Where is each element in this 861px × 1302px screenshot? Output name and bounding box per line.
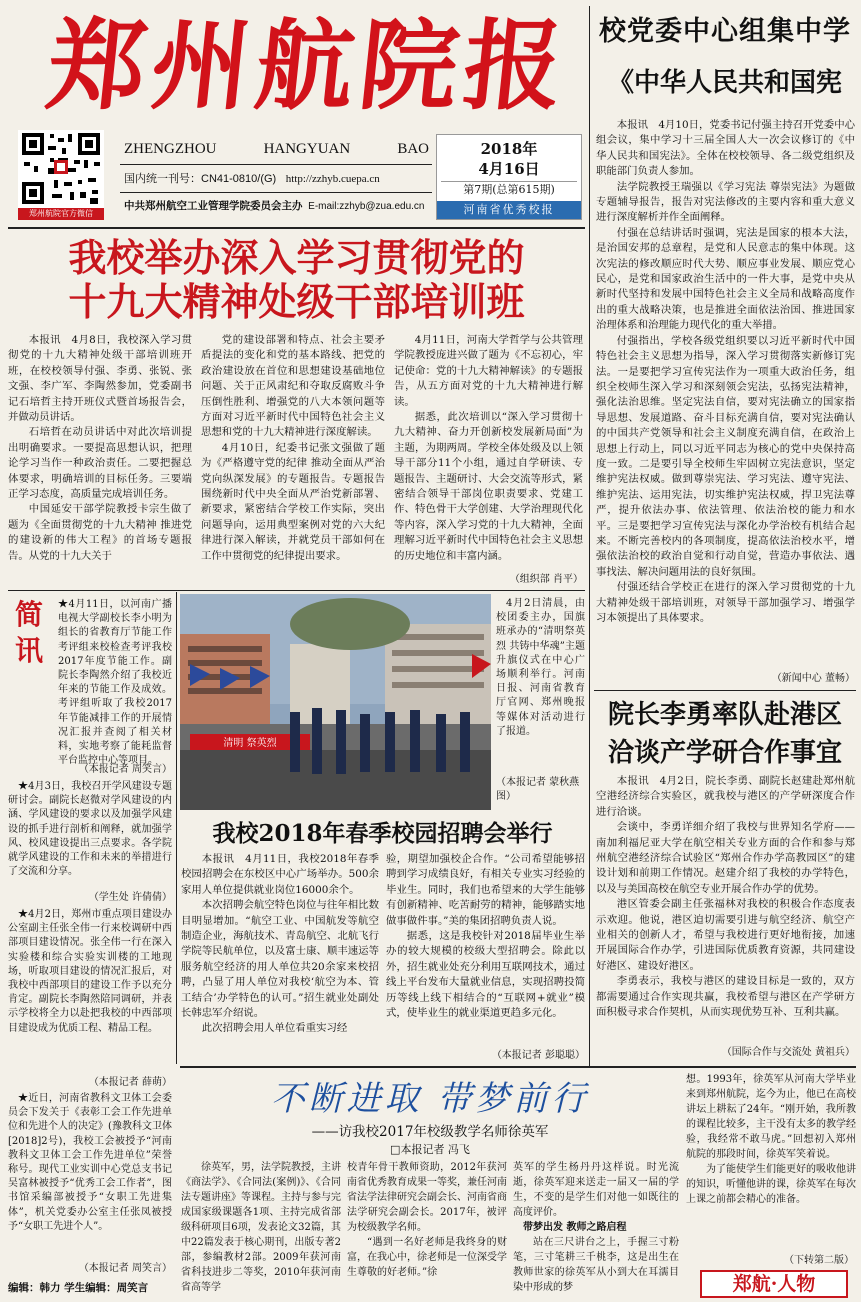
photo-caption xyxy=(496,597,585,793)
feature-paragraph: 为了能使学生们能更好的吸收他讲的知识，听懂他讲的课，徐英军在每次上课之前都会精心的准备。 xyxy=(686,1164,856,1205)
lead-headline-line2: 十九大精神处级干部培训班 xyxy=(68,280,525,324)
brief-item-3 xyxy=(8,908,172,1078)
lead-column-3 xyxy=(394,333,583,573)
photo-banner-text: 清明 祭英烈 xyxy=(223,738,277,749)
feature-column-2 xyxy=(347,1160,507,1298)
brief-label-char-1: 简 xyxy=(14,598,43,631)
right-story-byline: （新闻中心 董畅） xyxy=(771,673,855,684)
lead-paragraph: 据悉，此次培训以“深入学习贯彻十九大精神、奋力开创新校发展新局面”为主题，为期两周。学校全体处级及以上领导干部分11个小组，通过自学研读、专题报告、主题研讨、大会交流等形式，紧密结合领导干部岗位职责要求、党建工作、特色骨干大学创建、大学治理现代化等内容，深入学习党的十九大精神，全面理解习近平新时代中国特色社会主义思想的历史地位和丰富内涵。 xyxy=(394,411,583,562)
hk-paragraph: 本报讯 4月2日，院长李勇、副院长赵建赴郑州航空港经济综合实验区，就我校与港区的产学研深度合作进行洽谈。 xyxy=(596,775,855,818)
right-story-paragraph: 付强还结合学校正在进行的深入学习贯彻党的十九大精神处级干部培训班，对领导干部加强学习、增强学习本领提出了具体要求。 xyxy=(596,581,855,624)
recruit-byline: （本报记者 彭聪聪） xyxy=(491,1050,585,1061)
editor-credit: 编辑：韩力 学生编辑：周笑言 xyxy=(8,1282,149,1294)
feature-byline: □本报记者 冯飞 xyxy=(390,1143,470,1156)
brief-text: ★4月11日，以河南广播电视大学副校长李小明为组长的省教育厅节能工作考评组来校检查考评我校2017年度节能工作。副院长李陶然介绍了我校近年来的节能工作及成效。考评组听取了我校2017年节能减排工作的开展情况汇报并查阅了相关材料，实地考察了能耗监督平台监控中心等项目。 xyxy=(58,599,172,767)
recruit-paragraph: 本报讯 4月11日，我校2018年春季校园招聘会在东校区中心广场举办。500余家用人单位提供就业岗位16000余个。 xyxy=(181,853,379,896)
masthead-pinyin xyxy=(124,139,429,159)
recruit-column-1 xyxy=(181,852,379,1064)
right-story-paragraph: 法学院教授王瑞强以《学习宪法 尊崇宪法》为题做专题辅导报告，报告对宪法修改的主要内容和重大意义进行深度解析并作全面阐释。 xyxy=(596,180,855,224)
right-story-headline-2: 《中华人民共和国宪 xyxy=(607,68,842,98)
recruit-paragraph: 本次招聘会航空特色岗位与往年相比数目明显增加。“航空工业、中国航发等航空制造企业，海航技术、青岛航空、北航飞行学院等民航单位，以及富士康、顺丰速运等服务航空经济的用人单位共20余家来校招聘，凸显了用人单位对我校‘航空为本、管工结合’办学特色的认可。”招生就业处副处长韩忠军介绍说。 xyxy=(181,899,379,1020)
date-day: 4月16日 xyxy=(478,160,540,178)
feature-continued: （下转第二版） xyxy=(784,1255,854,1266)
recruit-paragraph: 此次招聘会用人单位看重实习经 xyxy=(201,1022,348,1035)
hk-headline-1: 院长李勇率队赴港区 xyxy=(607,700,842,730)
feature-subtitle: ——访我校2017年校级教学名师徐英军 xyxy=(311,1124,549,1140)
hk-body xyxy=(596,774,855,1042)
recruit-headline: 我校2018年春季校园招聘会举行 xyxy=(212,820,553,847)
lead-bottom-rule xyxy=(8,590,585,591)
feature-column-4 xyxy=(686,1072,856,1252)
feature-paragraph: 校青年骨干教师资助，2012年获河南省优秀教育成果一等奖，兼任河南省法学法律研究会副会长、河南省商法学研究会副会长。2017年，被评为校级教学名师。 xyxy=(347,1162,507,1233)
brief-item-2 xyxy=(8,780,172,900)
recruit-paragraph: 据悉，这是我校针对2018届毕业生举办的较大规模的校级大型招聘会。除此以外，招生就业处充分利用互联网技术，通过线上平台发布大量就业信息，实现招聘投简历等线上线下相结合的“互联网+就业”模式，使毕业生的就业渠道更趋多元化。 xyxy=(386,930,585,1020)
qr-code-image xyxy=(18,130,104,208)
brief-byline: （本报记者 薛萌） xyxy=(88,1077,172,1088)
brief-byline: （本报记者 周笑言） xyxy=(78,1263,172,1274)
issue-number: 第7期(总第615期) xyxy=(441,181,577,198)
hk-paragraph: 港区管委会副主任张福林对我校的积极合作态度表示欢迎。他说，港区迫切需要引进与航空经济、航空产业相关的创新人才，希望与我校进行更好地衔接，加速开展国际合作办学，引进国际优质教育资源，共同建设好港区、建设好港区。 xyxy=(596,898,855,972)
feature-paragraph: 英军的学生杨丹丹这样说。时光流逝，徐英军迎来送走一届又一届的学生，不变的是学生们对他一如既往的高度评价。 xyxy=(513,1162,679,1218)
feature-headline: 不断进取 带梦前行 xyxy=(270,1079,590,1119)
recruit-column-2 xyxy=(386,852,585,1048)
ceremony-photo xyxy=(180,594,491,810)
brief-text: ★4月3日，我校召开学风建设专题研讨会。副院长赵微对学风建设的内涵、学风建设的要求以及加强学风建设的抓手进行剖析和阐释，就加强学风、校风建设提出三点要求。各学院就学风建设的工作和未来的举措进行了交流和分享。 xyxy=(8,781,172,878)
cn-label: 国内统一刊号： xyxy=(124,172,201,185)
brief-byline: （本报记者 周笑言） xyxy=(78,764,172,775)
feature-paragraph: “遇到一名好老师是我终身的财富，在我心中，徐老师是一位深受学生尊敬的好老师。”徐 xyxy=(347,1237,507,1278)
right-story-body xyxy=(596,118,855,670)
section-tag: 郑航·人物 xyxy=(700,1270,848,1298)
masthead-divider xyxy=(120,164,432,165)
pinyin-word-2: HANGYUAN xyxy=(263,141,351,157)
brief-item-4 xyxy=(8,1092,172,1264)
pinyin-word-1: ZHENGZHOU xyxy=(124,141,217,157)
cn-value: CN41-0810/(G) xyxy=(201,173,277,185)
feature-subheading: 带梦出发 教师之路启程 xyxy=(523,1222,627,1233)
masthead xyxy=(8,6,585,224)
lead-column-1 xyxy=(8,333,192,587)
feature-paragraph: 站在三尺讲台之上，手握三寸粉笔，三寸笔耕三千桃李，这是出生在教师世家的徐英军从小到大在耳濡目染中形成的梦 xyxy=(513,1237,679,1293)
masthead-cn-line xyxy=(124,170,434,188)
lead-paragraph: 石培哲在动员讲话中对此次培训提出明确要求。一要提高思想认识，把理论学习当作一种政治责任。二要把握总体要求，明确培训的目标任务。三要端正学习态度，高质量完成培训任务。 xyxy=(8,426,192,501)
brief-label-char-2: 讯 xyxy=(14,634,43,667)
right-story-headline-1: 校党委中心组集中学 xyxy=(599,16,851,47)
lead-paragraph: 党的建设部署和特点、社会主要矛盾提法的变化和党的基本路线、把党的政治建设放在首位和思想建设基础地位问题、关于正风肃纪和夺取反腐败斗争压倒性胜利、增强党的八大本领问题等方面对习近平新时代中国特色社会主义思想和党的十九大精神进行深度解读。 xyxy=(201,334,385,439)
brief-byline: （学生处 许倩倩） xyxy=(88,892,172,903)
lead-paragraph: 4月11日，河南大学哲学与公共管理学院教授庞进兴做了题为《不忘初心，牢记使命：党的十九大精神解读》的专题报告，从五方面对党的十九大精神进行解读。 xyxy=(394,334,583,408)
right-story-bottom-rule xyxy=(594,690,856,691)
photo-byline: （本报记者 蒙秋燕 图） xyxy=(496,777,580,803)
photo-caption-text: 4月2日清晨，由校团委主办，国旗班承办的“清明祭英烈 共铸中华魂”主题升旗仪式在中心广场顺利举行。河南日报、河南省教育厅官网、郑州晚报等媒体对活动进行了报道。 xyxy=(496,598,585,737)
brief-text: ★近日，河南省教科文卫体工会委员会下发关于《表彰工会工作先进单位和先进个人的决定》(豫教科文卫体[2018]2号)，我校工会被授予“河南教科文卫体工会工作先进单位”荣誉称号。现代工业实训中心党总支书记吴富林被授予“优秀工会工作者”，图书馆采编部被授予“女职工先进集体”，机关党委办公室主任张凤被授予“女职工先进个人”。 xyxy=(8,1093,172,1232)
right-story-paragraph: 付强在总结讲话时强调，宪法是国家的根本大法，是治国安邦的总章程，是党和人民意志的集中体现。这次宪法的修改顺应时代大势、顺应事业发展、顺应党心民心，是党和国家政治生活中的一件大事，是党中央从新时代坚持和发展中国特色社会主义全局和战略高度作出的重大战略决策，也是推进全面依法治国、推进国家治理体系和治理能力现代化的重大举措。 xyxy=(596,226,855,332)
lead-column-2 xyxy=(201,333,385,587)
right-story-paragraph: 付强指出，学校各级党组织要以习近平新时代中国特色社会主义思想为指导，深入学习贯彻落实新修订宪法。一是要把学习宣传宪法作为一项重大政治任务，组织全校师生深入学习和深刻领会宪法，弘扬宪法精神，强化法治思维。坚定宪法自信，要对宪法确立的国家指导思想、发展道路、奋斗目标充满自信，要对宪法确认的中国共产党领导和社会主义制度充满自信，在政治上思想上行动上，同以习近平同志为核心的党中央保持高度一致。二是要引导全校师生牢固树立宪法意识，坚定维护宪法权威。做到尊崇宪法、学习宪法、遵守宪法、维护宪法、运用宪法，切实维护宪法权威，捍卫宪法尊严，提升依法办事、依法管理、依法治校的能力和水平。三是要把学习宣传宪法与深化办学治校有机结合起来。不断完善校内的各项制度，提高依法治校水平，增强依法治校的政治自觉和行动自觉，营造办事依法、遇事找法、解决问题用法的良好氛围。 xyxy=(596,334,855,578)
pinyin-word-3: BAO xyxy=(397,141,429,157)
site-url[interactable]: http://zzhyb.cuepa.cn xyxy=(285,173,380,185)
lead-byline: （组织部 肖平） xyxy=(509,574,583,585)
lead-paragraph: 中国延安干部学院教授卡宗生做了题为《全面贯彻党的十九大精神 推进党的建设新的伟大工程》的首场专题报告。从党的十九大关于 xyxy=(8,503,192,562)
brief-text: ★4月2日，郑州市重点项目建设办公室副主任张全伟一行来校调研中西部项目建设情况。张全伟一行在深入实验楼和综合实验实训楼的工地现场，听取项目建设的情况汇报后，对我校中西部项目的建设工作予以充分肯定。副院长李陶然陪同调研，并表示学校将全力以赴把我校的中西部项目建设成为优质工程、精品工程。 xyxy=(8,909,172,1034)
brief-divider xyxy=(176,592,177,1064)
newspaper-nameplate: 郑州航院报 xyxy=(41,9,575,124)
lead-top-rule xyxy=(8,227,585,229)
lead-paragraph: 4月10日，纪委书记张文强做了题为《严格遵守党的纪律 推动全面从严治党向纵深发展》的专题报告。专题报告围绕新时代中央全面从严治党新部署、新要求，紧密结合学校工作实际，突出问题导向，运用典型案例对党的六大纪律进行深入解读，并就党员干部如何在工作中贯彻党的纪律提出要求。 xyxy=(201,441,385,562)
date-box xyxy=(436,134,582,220)
feature-paragraph: 想。1993年，徐英军从河南大学毕业来到郑州航院，迄今为止，他已在高校讲坛上耕耘了24年。“刚开始，我所教的课程比较多，主干没有太多的教学经验，我经常不敢马虎。”回想初入郑州航院的那段时间，徐英军笑着说。 xyxy=(686,1074,856,1160)
qr-caption: 郑州航院官方微信 xyxy=(18,208,104,220)
brief-item-1 xyxy=(8,598,172,782)
lead-headline-line1: 我校举办深入学习贯彻党的 xyxy=(68,236,525,280)
feature-column-1 xyxy=(181,1160,341,1298)
feature-paragraph: 徐英军，男，法学院教授，主讲《商法学》、《合同法(案例)》、《合同法专题讲座》等课程。主持与参与完成国家级课题各1项、主持完成省部级科研项目6项，发表论文32篇，其中22篇发表于核心期刊，出版专著2部，参编教材2部。2009年获河南省科技进步二等奖，2010年获河南省高等学 xyxy=(181,1162,341,1293)
hk-headline-2: 洽谈产学研合作事宜 xyxy=(607,738,842,768)
hk-byline: （国际合作与交流处 黄祖兵） xyxy=(721,1047,855,1058)
hk-paragraph: 李勇表示，我校与港区的建设目标是一致的，双方都需要通过合作实现共赢，我校希望与港区在产学研方面积极寻求合作契机，从而实现优势互补、互利共赢。 xyxy=(596,975,855,1019)
recruit-paragraph: 验，期望加强校企合作。“公司希望能够招聘到学习成绩良好，有相关专业实习经验的毕业生。同时，我们也希望来的大学生能够有创新精神、吃苦耐劳的精神，能够踏实地做事做件事。”美的集团招聘负责人说。 xyxy=(386,853,585,927)
lead-paragraph: 本报讯 4月8日，我校深入学习贯彻党的十九大精神处级干部培训班开班，在校校领导付强、李勇、张锐、张文强、李广军、李陶然参加，党委副书记石培哲主持开班仪式暨首场报告会，并做动员讲话。 xyxy=(8,334,192,424)
publisher: 中共郑州航空工业管理学院委员会主办 xyxy=(124,200,303,212)
masthead-publisher-line xyxy=(124,197,434,215)
award-banner: 河南省优秀校报 xyxy=(437,201,581,219)
hk-paragraph: 会谈中，李勇详细介绍了我校与世界知名学府——南加利福尼亚大学在航空相关专业方面的合作和参与郑州航空港经济综合试验区“郑州合作办学高教园区”的建设计划和前期工作情况。赵建介绍了我校的办学特色，以及与美国高校在航空专业开展合作办学的优势。 xyxy=(596,821,855,895)
right-story-paragraph: 本报讯 4月10日，党委书记付强主持召开党委中心组会议，集中学习十三届全国人大一次会议修订的《中华人民共和国宪法》。全体在校校领导、各二级党组织及职能部门负责人参加。 xyxy=(596,119,855,178)
masthead-divider-2 xyxy=(120,192,432,193)
right-column-divider xyxy=(589,6,590,1066)
email[interactable]: E-mail:zzhyb@zua.edu.cn xyxy=(308,201,425,212)
feature-top-rule xyxy=(180,1066,856,1068)
date-year: 2018年 xyxy=(480,140,538,158)
feature-column-3 xyxy=(513,1160,679,1298)
